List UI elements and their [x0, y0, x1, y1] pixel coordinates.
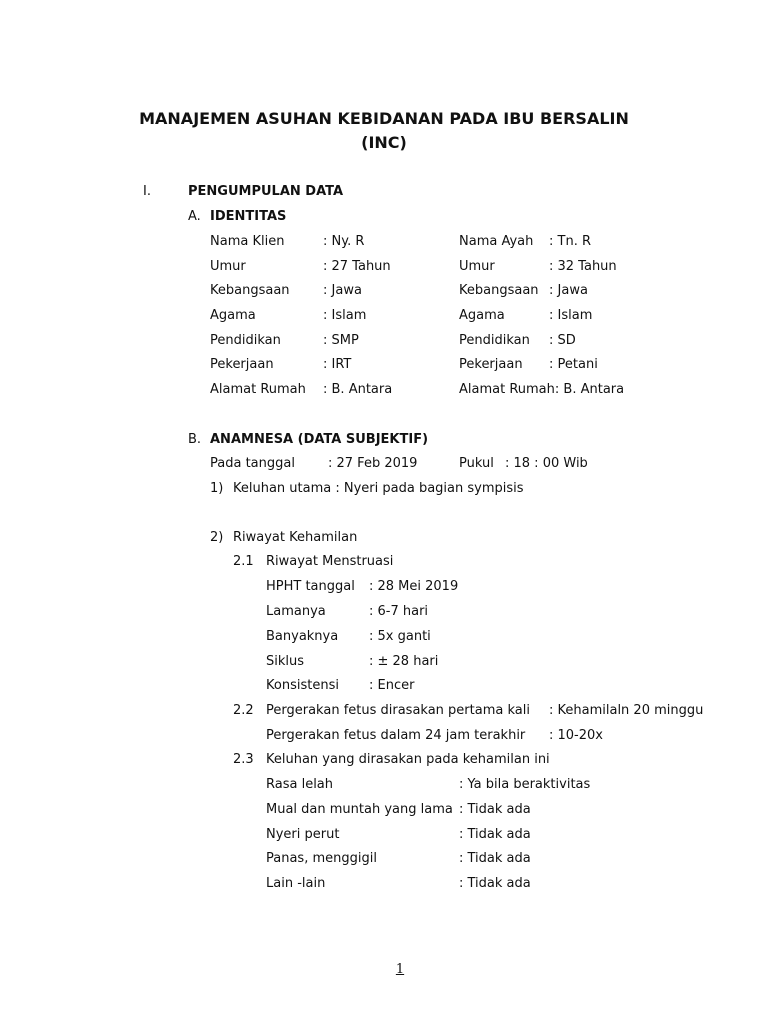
identitas-left-label: Agama [210, 308, 256, 323]
identitas-heading: IDENTITAS [210, 209, 287, 224]
identitas-left-label: Pendidikan [210, 333, 281, 348]
subsection-number: 2.1 [233, 554, 254, 569]
riwayat-kehamilan: Riwayat Kehamilan [233, 530, 358, 545]
time-value: : 18 : 00 Wib [505, 456, 588, 471]
identitas-right-label: Agama [459, 308, 505, 323]
keluhan-value: : Ya bila beraktivitas [459, 777, 591, 792]
keluhan-utama: Keluhan utama : Nyeri pada bagian sympisis [233, 481, 524, 496]
identitas-right-label: Pendidikan [459, 333, 530, 348]
anamnesa-letter: B. [188, 432, 202, 447]
identitas-left-label: Pekerjaan [210, 357, 274, 372]
section-title: PENGUMPULAN DATA [188, 184, 344, 199]
gerak-value: : 10-20x [549, 728, 603, 743]
date-label: Pada tanggal [210, 456, 295, 471]
menstruasi-label: HPHT tanggal [266, 579, 355, 594]
identitas-letter: A. [188, 209, 201, 224]
document-subtitle: (INC) [361, 133, 407, 152]
menstruasi-value: : 28 Mei 2019 [369, 579, 459, 594]
menstruasi-value: : Encer [369, 678, 415, 693]
identitas-right-value: : Petani [549, 357, 598, 372]
item-number: 2) [210, 530, 224, 545]
identitas-left-label: Nama Klien [210, 234, 285, 249]
gerak-label: Pergerakan fetus dalam 24 jam terakhir [266, 728, 526, 743]
identitas-left-label: Kebangsaan [210, 283, 290, 298]
identitas-left-value: : Islam [323, 308, 367, 323]
gerak-label: Pergerakan fetus dirasakan pertama kali [266, 703, 530, 718]
identitas-right-label: Kebangsaan [459, 283, 539, 298]
keluhan-label: Mual dan muntah yang lama [266, 802, 453, 817]
identitas-left-value: : Ny. R [323, 234, 365, 249]
keluhan-label: Lain -lain [266, 876, 326, 891]
menstruasi-value: : 6-7 hari [369, 604, 429, 619]
date-value: : 27 Feb 2019 [328, 456, 418, 471]
identitas-right-label: Nama Ayah [459, 234, 534, 249]
gerak-value: : Kehamilaln 20 minggu [549, 703, 704, 718]
menstruasi-label: Siklus [266, 654, 305, 669]
keluhan-value: : Tidak ada [459, 802, 531, 817]
identitas-right-label: Umur [459, 259, 495, 274]
time-label: Pukul [459, 456, 494, 471]
page-number: 1 [395, 962, 405, 977]
subsection-number: 2.3 [233, 752, 254, 767]
identitas-left-label: Umur [210, 259, 246, 274]
menstruasi-label: Banyaknya [266, 629, 339, 644]
identitas-right-value: : Tn. R [549, 234, 591, 249]
keluhan-label: Nyeri perut [266, 827, 340, 842]
identitas-left-value: : Jawa [323, 283, 362, 298]
identitas-right-value: : Jawa [549, 283, 588, 298]
identitas-right-value: : Islam [549, 308, 593, 323]
item-number: 1) [210, 481, 224, 496]
keluhan-label: Panas, menggigil [266, 851, 377, 866]
document-title: MANAJEMEN ASUHAN KEBIDANAN PADA IBU BERSALIN [139, 109, 629, 128]
identitas-left-label: Alamat Rumah [210, 382, 306, 397]
subsection-title: Riwayat Menstruasi [266, 554, 394, 569]
anamnesa-heading: ANAMNESA (DATA SUBJEKTIF) [210, 432, 429, 447]
keluhan-value: : Tidak ada [459, 827, 531, 842]
menstruasi-value: : 5x ganti [369, 629, 431, 644]
identitas-right-value: : SD [549, 333, 576, 348]
menstruasi-label: Konsistensi [266, 678, 339, 693]
identitas-left-value: : IRT [323, 357, 352, 372]
identitas-right-label: Pekerjaan [459, 357, 523, 372]
keluhan-value: : Tidak ada [459, 876, 531, 891]
keluhan-label: Rasa lelah [266, 777, 334, 792]
menstruasi-label: Lamanya [266, 604, 326, 619]
identitas-right-value: : 32 Tahun [549, 259, 617, 274]
identitas-right-label: Alamat Rumah: B. Antara [459, 382, 625, 397]
keluhan-value: : Tidak ada [459, 851, 531, 866]
identitas-left-value: : 27 Tahun [323, 259, 391, 274]
subsection-number: 2.2 [233, 703, 254, 718]
subsection-title: Keluhan yang dirasakan pada kehamilan ini [266, 752, 550, 767]
identitas-left-value: : B. Antara [323, 382, 393, 397]
identitas-left-value: : SMP [323, 333, 359, 348]
section-number: I. [143, 184, 151, 199]
menstruasi-value: : ± 28 hari [369, 654, 439, 669]
